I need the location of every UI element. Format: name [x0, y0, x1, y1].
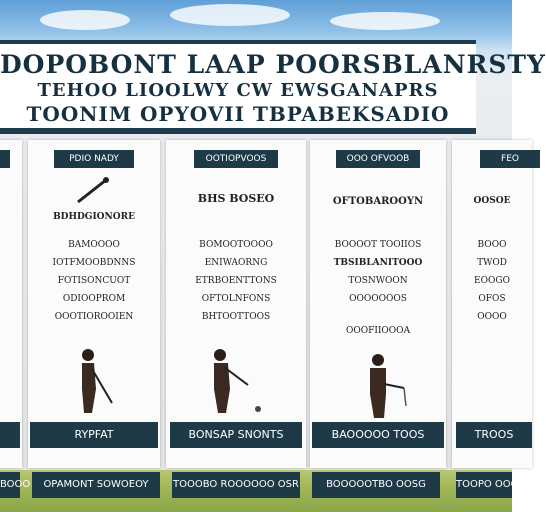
- card-footer: RYPFAT: [30, 422, 158, 448]
- title-line-2: TEHOO LIOOLWY CW EWSGANAPRS: [37, 80, 439, 101]
- card-line: TOSNWOON: [348, 276, 408, 286]
- card-line: ODIOOPROM: [62, 294, 126, 304]
- card-heading: OFTOBAROOYN: [332, 196, 424, 207]
- bottom-label: OPAMONT SOWOEOY: [32, 472, 160, 498]
- card-tag: [0, 150, 10, 168]
- title-banner: [0, 40, 546, 134]
- title-line-3: TOONIM OPYOVII TBPABEKSADIO: [26, 102, 450, 126]
- card-line: OFOS: [478, 294, 506, 304]
- cloud: [40, 10, 130, 30]
- card-line: OOOOOOOS: [349, 294, 407, 304]
- card-tag: OOTIOPVOOS: [194, 150, 278, 168]
- title-line-1: DOPOBONT LAAP POORSBLANRSTY: [0, 50, 546, 79]
- card-tag: FEO: [480, 150, 540, 168]
- card-line: OOOO: [477, 312, 507, 322]
- info-card: [310, 140, 446, 468]
- bottom-label: BOOOOOTBO OOSG: [312, 472, 440, 498]
- card-line: BHTOOTTOOS: [201, 312, 271, 322]
- card-footer: BAOOOOO TOOS: [312, 422, 444, 448]
- card-tag: OOO OFVOOB: [336, 150, 420, 168]
- card-footer: [0, 422, 20, 448]
- bottom-label: TOOPO OOO: [456, 472, 512, 498]
- card-line: BAMOOOO: [68, 240, 120, 250]
- banner-rule: [0, 128, 476, 134]
- card-tag: PDIO NADY: [54, 150, 134, 168]
- bottom-label: TOOOBO ROOOOOO OSR: [172, 472, 300, 498]
- card-heading: BDHDGIONORE: [53, 212, 135, 222]
- card-line: EOOGO: [474, 276, 510, 286]
- card-line: ENIWAORNG: [204, 258, 268, 268]
- card-heading: OOSOE: [473, 196, 511, 206]
- card-line: OOOTIOROOIEN: [54, 312, 134, 322]
- golf-club-icon: [72, 176, 112, 206]
- card-line: BOOO: [477, 240, 507, 250]
- card-line: OFTOLNFONS: [201, 294, 271, 304]
- info-card: [166, 140, 306, 468]
- card-line: ETRBOENTTONS: [195, 276, 277, 286]
- card-line: TWOD: [477, 258, 507, 268]
- cloud: [170, 4, 290, 26]
- card-line: FOTISONCUOT: [57, 276, 131, 286]
- card-line: BOMOOTOOOO: [199, 240, 273, 250]
- info-card: [28, 140, 160, 468]
- golfer-figure: [68, 345, 118, 415]
- cloud: [330, 12, 440, 30]
- card-line: OOOFIIOOOA: [345, 326, 411, 336]
- info-card: [0, 140, 22, 468]
- card-row: [0, 140, 519, 470]
- golfer-figure: [360, 350, 420, 420]
- card-heading: BHS BOSEO: [197, 192, 275, 205]
- card-line: BOOOOT TOOIIOS: [334, 240, 422, 250]
- card-line: TBSIBLANITOOO: [333, 258, 423, 268]
- card-footer: BONSAP SNONTS: [170, 422, 302, 448]
- card-line: IOTFMOOBDNNS: [52, 258, 136, 268]
- golfer-figure: [206, 345, 266, 415]
- info-card: [452, 140, 532, 468]
- card-footer: TROOS: [456, 422, 532, 448]
- bottom-label: BOOO: [0, 472, 20, 498]
